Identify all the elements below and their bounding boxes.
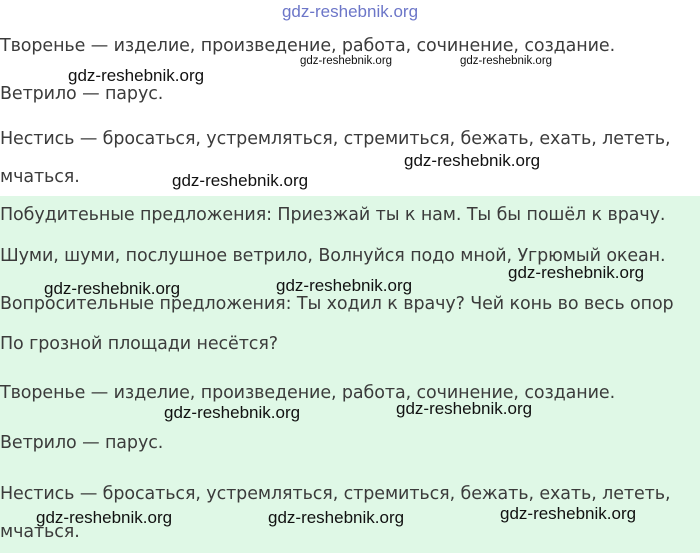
watermark-text: gdz-reshebnik.org <box>268 508 405 527</box>
watermark-text: gdz-reshebnik.org <box>172 171 309 190</box>
watermark-text: gdz-reshebnik.org <box>164 403 301 422</box>
text-line: Побудитеьные предложения: Приезжай ты к нам. Ты бы пошёл к врачу. <box>0 205 666 225</box>
text-line: Ветрило — парус. <box>0 433 164 453</box>
watermark-text: gdz-reshebnik.org <box>276 276 413 295</box>
text-line: Нестись — бросаться, устремляться, стремиться, бежать, ехать, лететь, <box>0 484 671 504</box>
text-line: мчаться. <box>0 167 80 187</box>
watermark-text: gdz-reshebnik.org <box>500 504 637 523</box>
text-line: Творенье — изделие, произведение, работа, сочинение, создание. <box>0 383 616 403</box>
text-line: По грозной площади несётся? <box>0 334 278 354</box>
watermark-text: gdz-reshebnik.org <box>508 263 645 282</box>
watermark-text: gdz-reshebnik.org <box>404 151 541 170</box>
text-line: Ветрило — парус. <box>0 84 164 104</box>
watermark-text: gdz-reshebnik.org <box>396 399 533 418</box>
watermark-text: gdz-reshebnik.org <box>68 66 205 85</box>
watermark-text: gdz-reshebnik.org <box>460 55 553 67</box>
site-watermark-header: gdz-reshebnik.org <box>281 2 419 21</box>
watermark-text: gdz-reshebnik.org <box>36 508 173 527</box>
text-line: Творенье — изделие, произведение, работа, сочинение, создание. <box>0 36 616 56</box>
text-line: Вопросительные предложения: Ты ходил к врачу? Чей конь во весь опор <box>0 294 674 314</box>
text-line: мчаться. <box>0 522 80 542</box>
text-line: Шуми, шуми, послушное ветрило, Волнуйся подо мной, Угрюмый океан. <box>0 246 666 266</box>
text-line: Нестись — бросаться, устремляться, стремиться, бежать, ехать, лететь, <box>0 129 671 149</box>
watermark-text: gdz-reshebnik.org <box>44 279 181 298</box>
watermark-text: gdz-reshebnik.org <box>300 55 393 67</box>
